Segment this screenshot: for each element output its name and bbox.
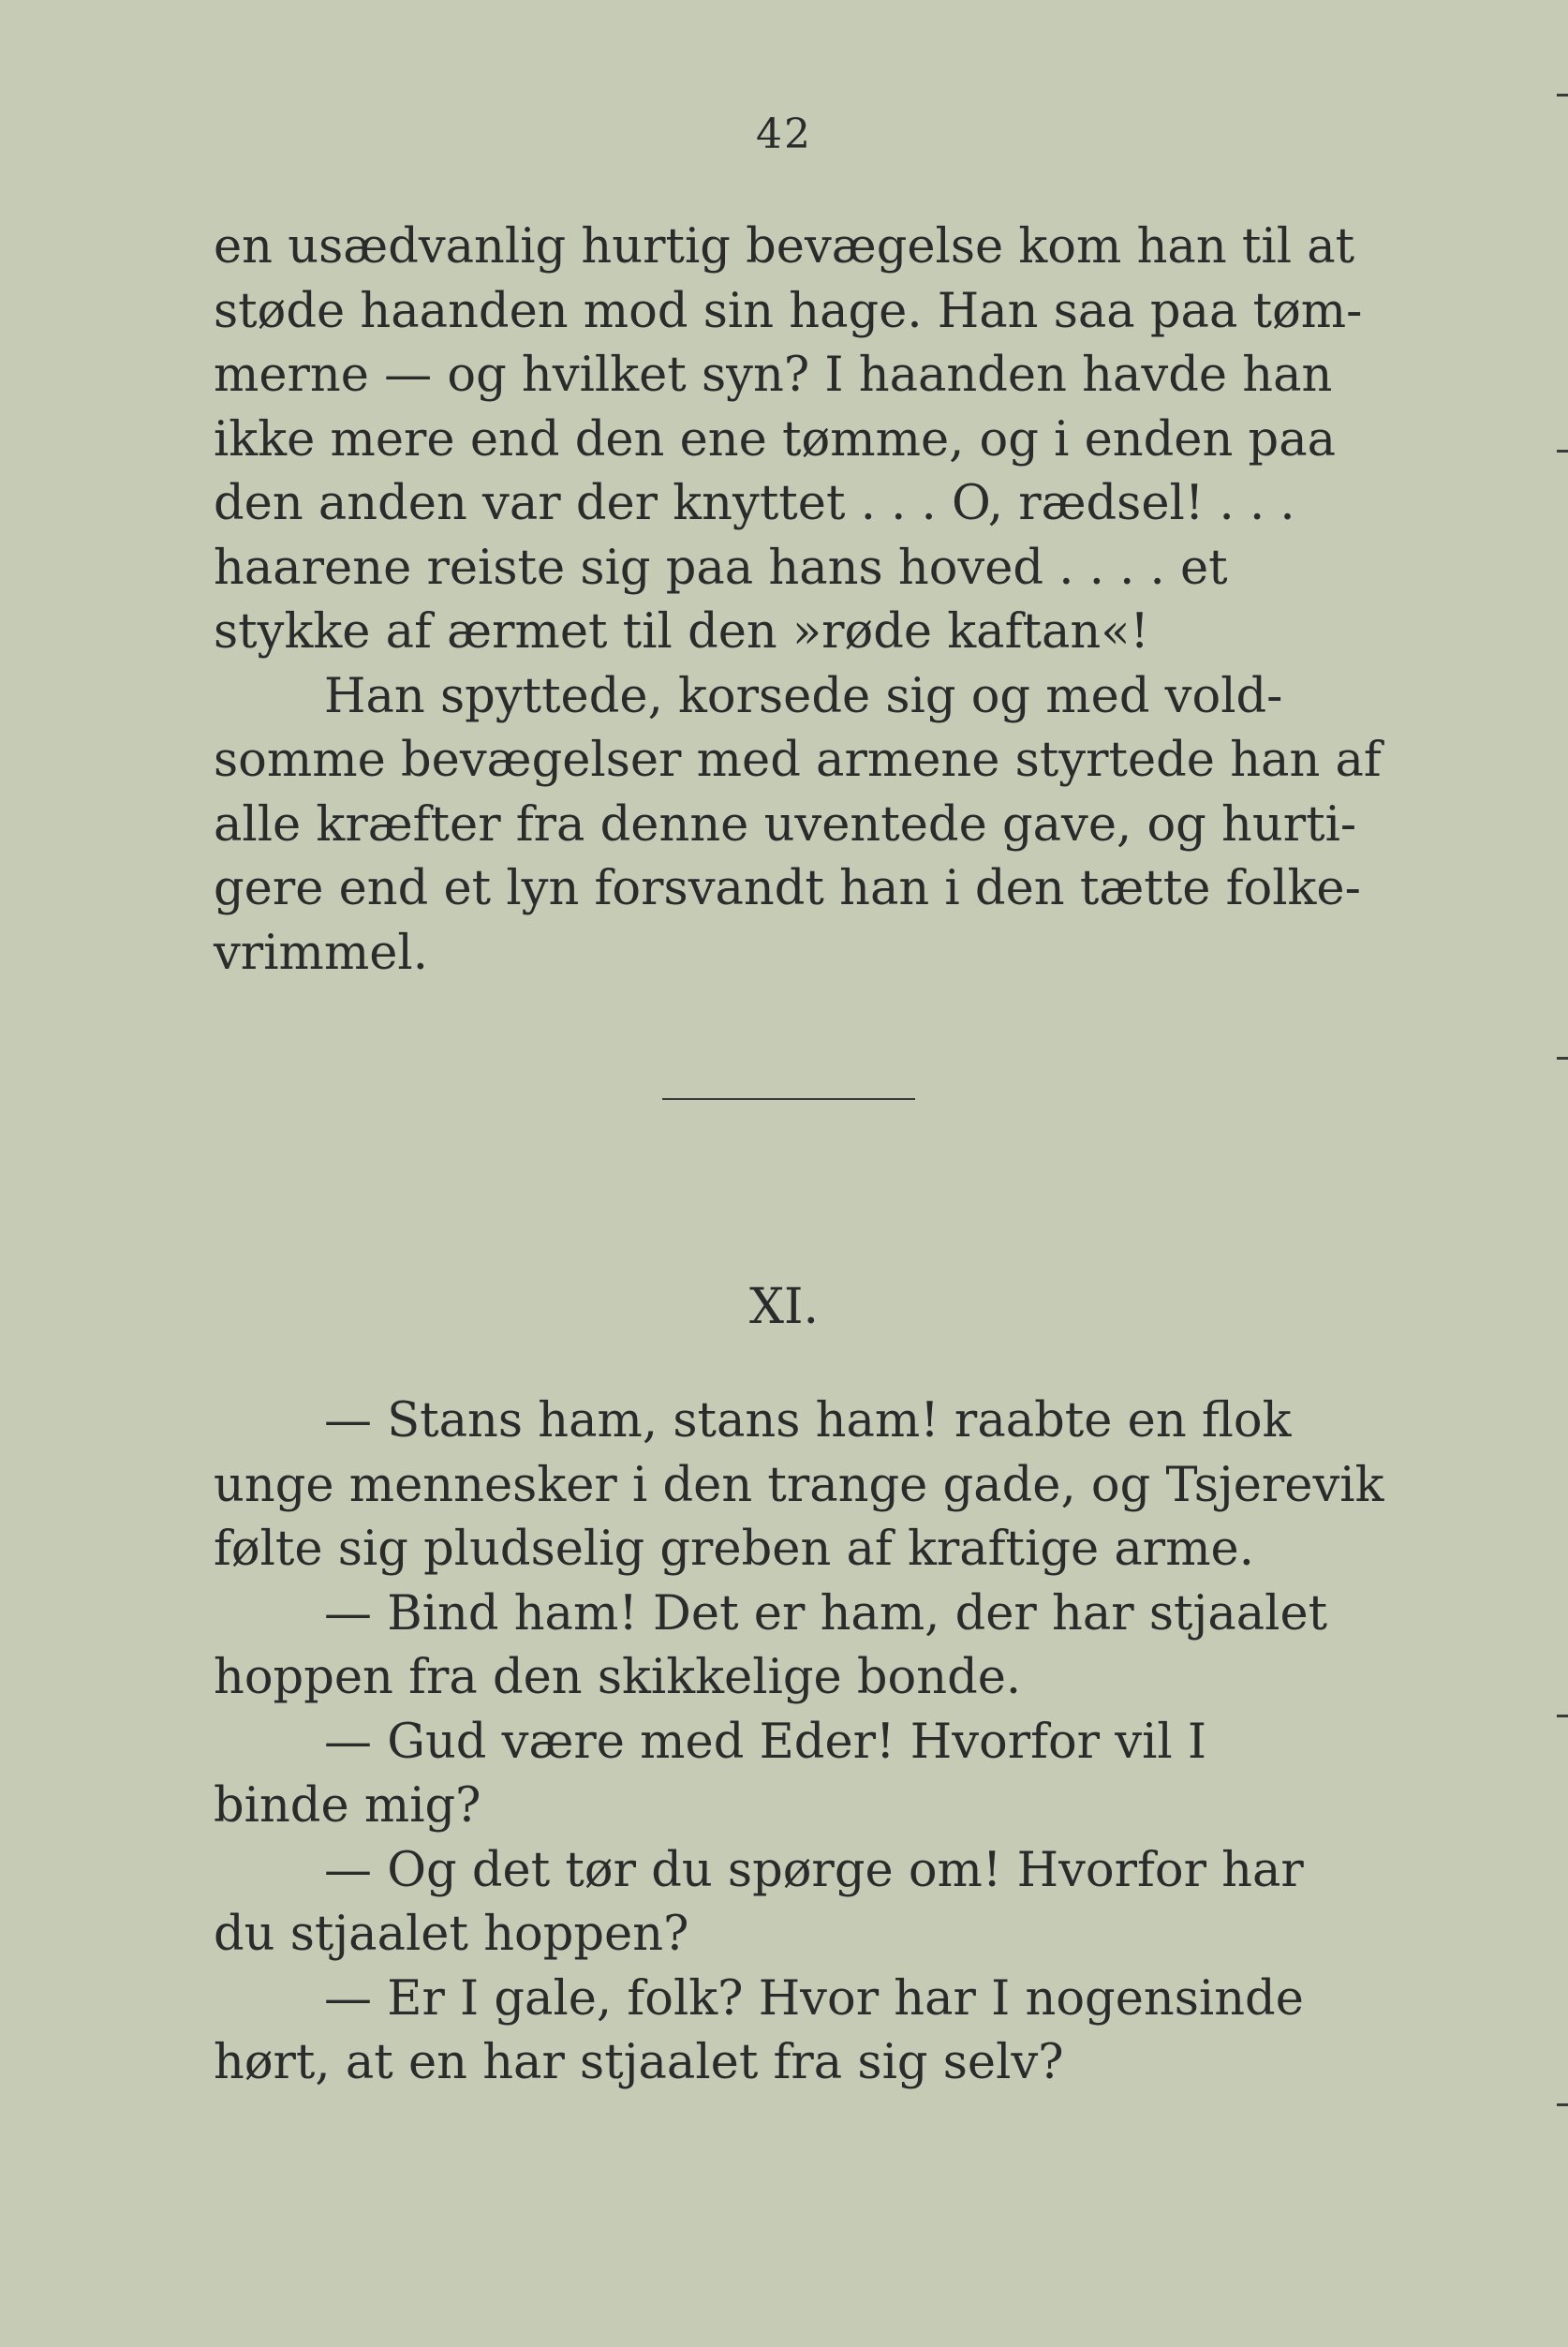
text-line: du stjaalet hoppen?: [214, 1907, 689, 1962]
edge-mark: [1557, 1715, 1568, 1717]
text-line: Han spyttede, korsede sig og med vold-: [324, 668, 1283, 724]
text-line: — Er I gale, folk? Hvor har I nogensinde: [324, 1970, 1304, 2027]
text-line: somme bevægelser med armene styrtede han af: [214, 733, 1382, 788]
text-line: binde mig?: [214, 1778, 481, 1834]
page-number: 42: [756, 111, 812, 158]
section-separator: [662, 1098, 915, 1100]
text-line: en usædvanlig hurtig bevægelse kom han til at: [214, 219, 1355, 275]
text-line: hoppen fra den skikkelige bonde.: [214, 1650, 1022, 1705]
chapter-text: [214, 1389, 1384, 2096]
text-line: — Og det tør du spørge om! Hvorfor har: [324, 1842, 1304, 1898]
text-line: alle kræfter fra denne uventede gave, og hurti-: [214, 796, 1357, 853]
text-line: den anden var der knyttet . . . O, rædsel! . . .: [214, 476, 1295, 531]
text-line: merne — og hvilket syn? I haanden havde han: [214, 348, 1333, 403]
text-line: vrimmel.: [214, 925, 428, 981]
text-line: hørt, at en har stjaalet fra sig selv?: [214, 2035, 1064, 2090]
text-line: gere end et lyn forsvandt han i den tætte folke-: [214, 861, 1361, 916]
body-text: [214, 215, 1382, 986]
text-line: unge mennesker i den trange gade, og Tsjerevik: [214, 1457, 1384, 1513]
text-line: støde haanden mod sin hage. Han saa paa tøm-: [214, 283, 1363, 339]
text-line: ikke mere end den ene tømme, og i enden paa: [214, 411, 1337, 468]
text-line: følte sig pludselig greben af kraftige arme.: [214, 1522, 1254, 1577]
text-line: — Stans ham, stans ham! raabte en flok: [324, 1393, 1292, 1448]
text-line: — Gud være med Eder! Hvorfor vil I: [324, 1714, 1207, 1770]
edge-mark: [1557, 1057, 1568, 1060]
chapter-heading: XI.: [748, 1279, 820, 1335]
text-line: haarene reiste sig paa hans hoved . . . . et: [214, 540, 1228, 596]
edge-mark: [1557, 2103, 1568, 2106]
text-line: stykke af ærmet til den »røde kaftan«!: [214, 604, 1149, 660]
text-line: — Bind ham! Det er ham, der har stjaalet: [324, 1585, 1328, 1641]
edge-mark: [1557, 450, 1568, 453]
edge-mark: [1557, 94, 1568, 97]
